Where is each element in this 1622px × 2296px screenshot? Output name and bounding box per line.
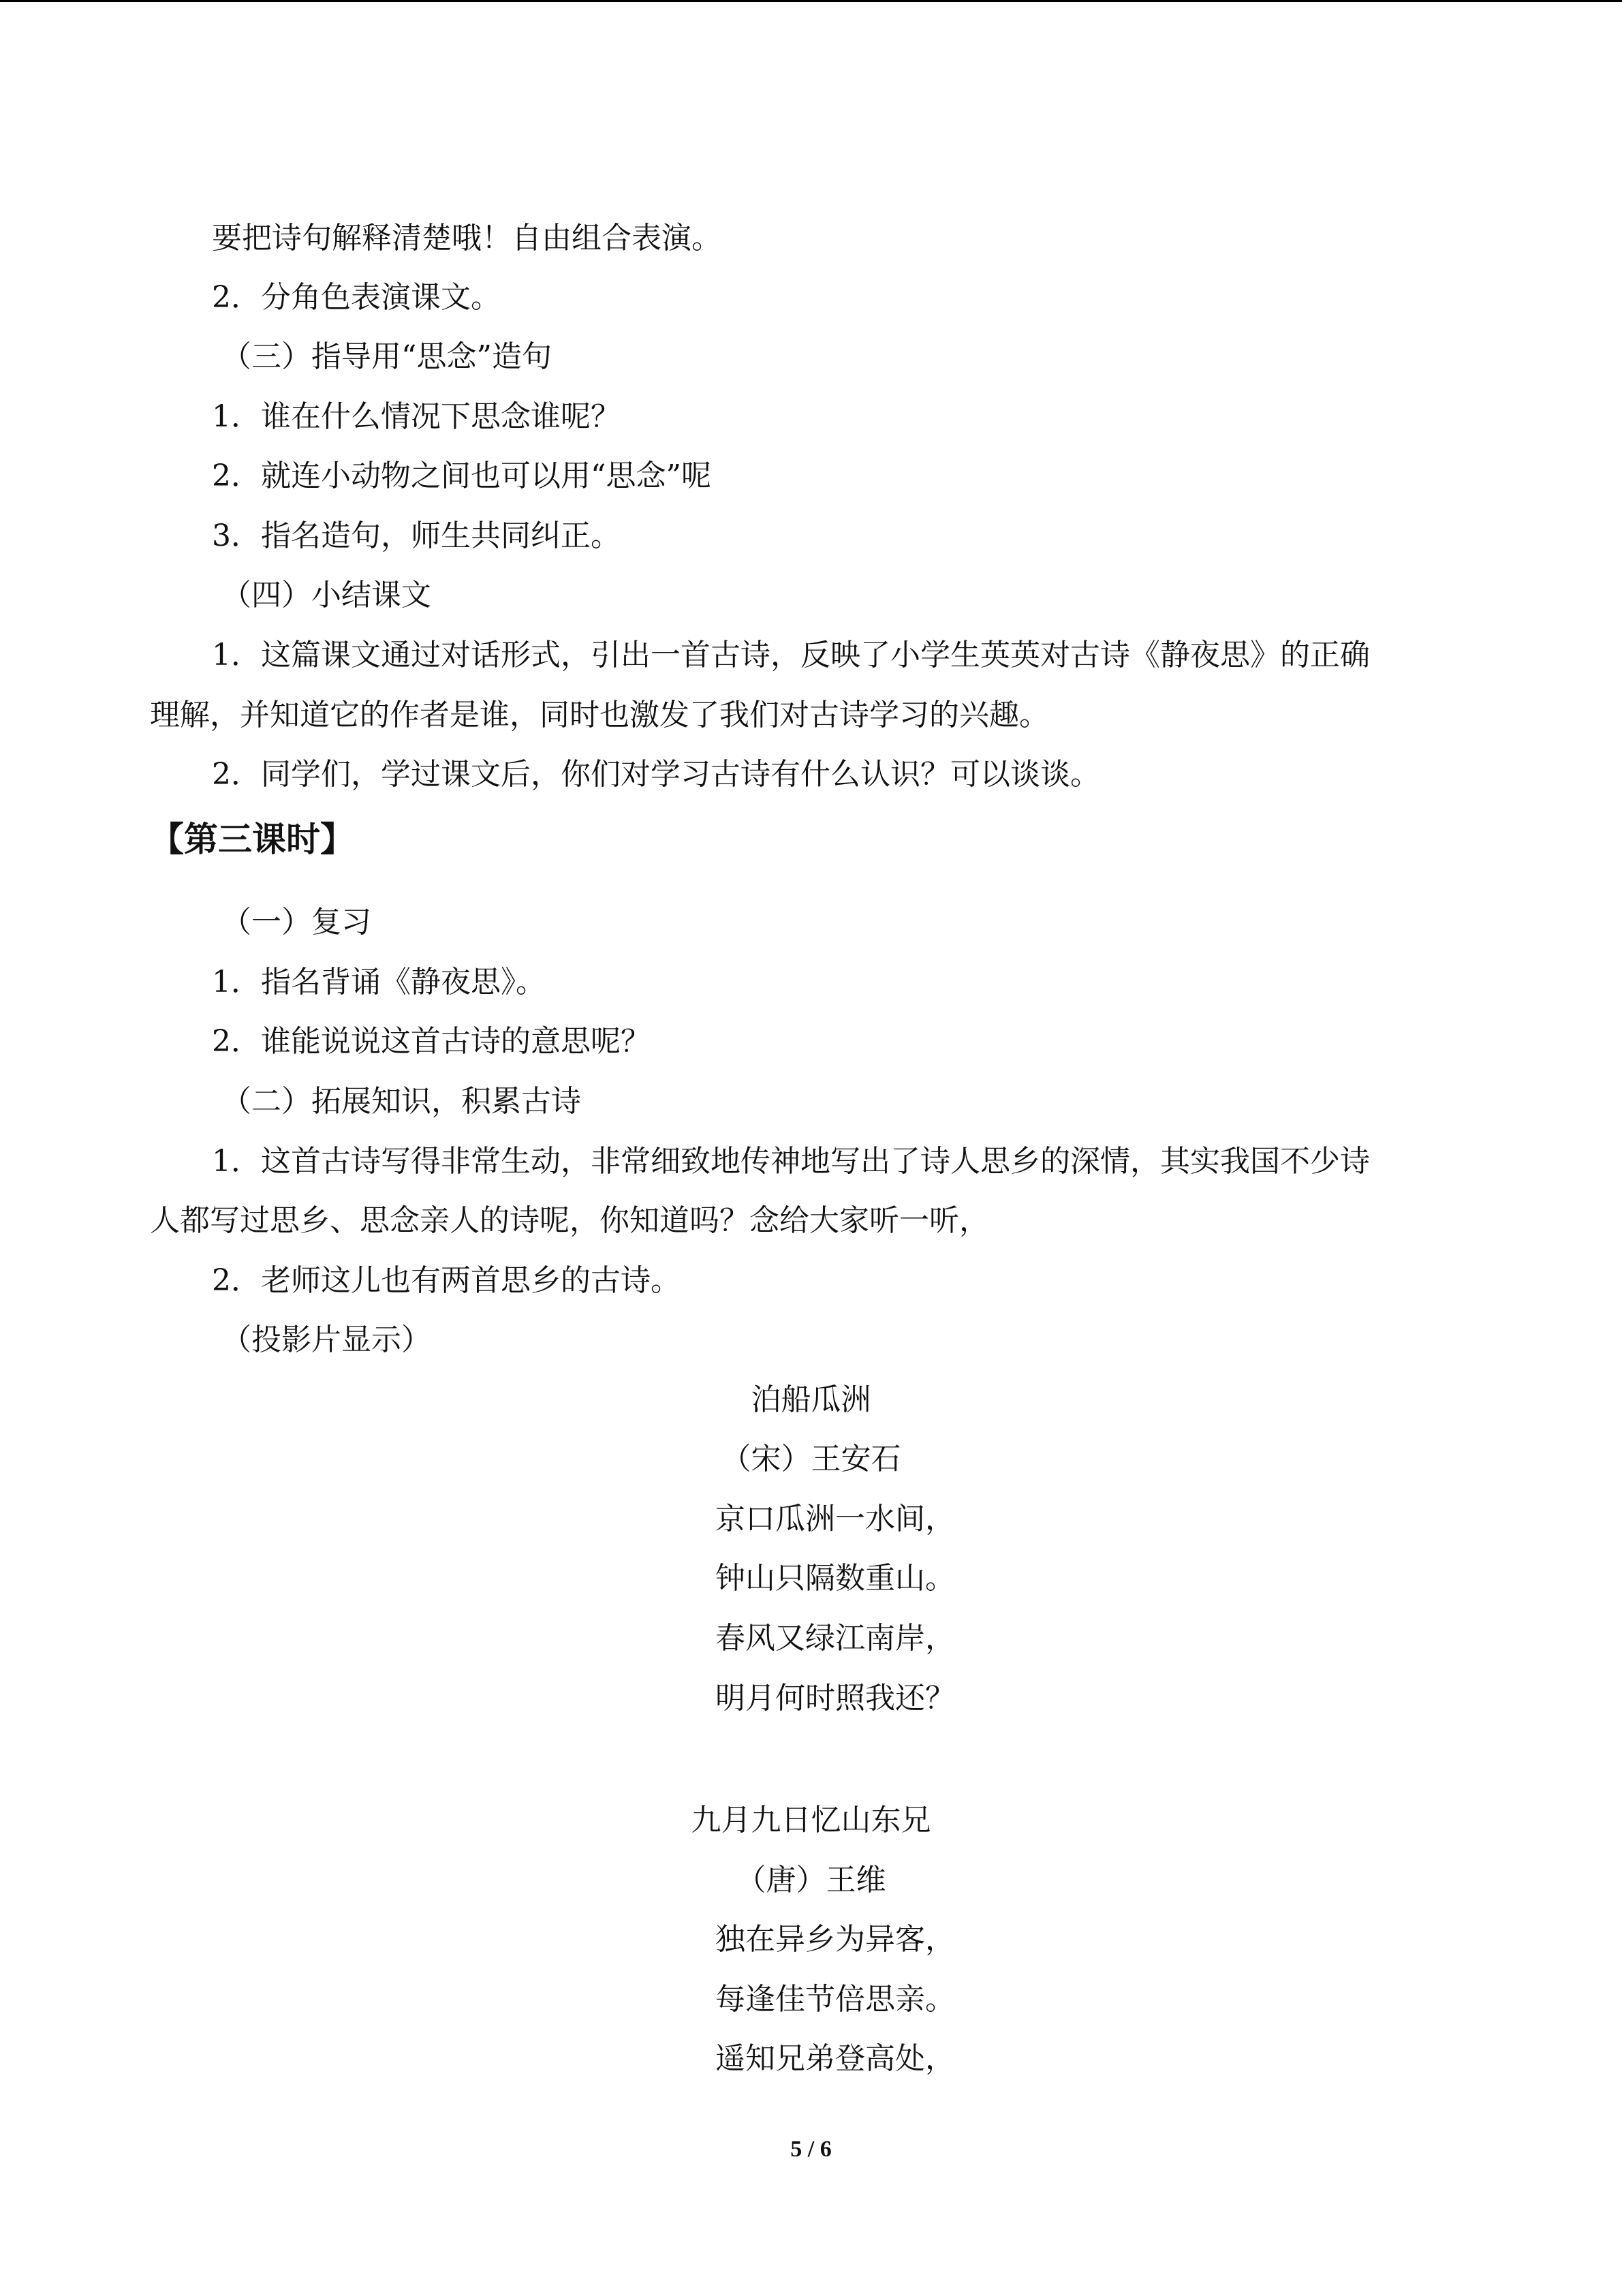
subheading-line: （四）小结课文: [221, 578, 431, 612]
paragraph-line: 2．同学们，学过课文后，你们对学习古诗有什么认识？可以谈谈。: [212, 757, 1100, 792]
section-heading: 【第三课时】: [150, 820, 354, 859]
paragraph-line: 2．谁能说说这首古诗的意思呢？: [212, 1024, 651, 1059]
subheading-line: （一）复习: [221, 905, 371, 940]
subheading-line: （二）拓展知识，积累古诗: [221, 1084, 581, 1119]
paragraph-line: 人都写过思乡、思念亲人的诗呢，你知道吗？念给大家听一听，: [150, 1203, 989, 1238]
paragraph-line: （投影片显示）: [221, 1322, 431, 1357]
paragraph-line: 1．这首古诗写得非常生动，非常细致地传神地写出了诗人思乡的深情，其实我国不少诗: [212, 1144, 1370, 1179]
paragraph-line: 1．谁在什么情况下思念谁呢？: [212, 399, 621, 434]
poem-line: 钟山只隔数重山。: [715, 1561, 955, 1596]
poem-line: 遥知兄弟登高处，: [715, 2041, 955, 2076]
paragraph-line: 1．指名背诵《静夜思》。: [212, 965, 546, 999]
subheading-line: （三）指导用“思念”造句: [221, 339, 552, 374]
paragraph-line: 2．老师这儿也有两首思乡的古诗。: [212, 1263, 681, 1298]
paragraph-line: 要把诗句解释清楚哦！自由组合表演。: [212, 221, 721, 255]
poem-line: 独在异乡为异客，: [715, 1922, 955, 1957]
poem-line: 每逢佳节倍思亲。: [715, 1982, 955, 2017]
paragraph-line: 1．这篇课文通过对话形式，引出一首古诗，反映了小学生英英对古诗《静夜思》的正确: [212, 638, 1370, 672]
paragraph-line: 2．就连小动物之间也可以用“思念”呢: [212, 459, 711, 493]
page-number: 5 / 6: [790, 2137, 832, 2162]
paragraph-line: 3．指名造句，师生共同纠正。: [212, 518, 621, 553]
poem-author: （唐）王维: [736, 1863, 886, 1897]
poem-title: 九月九日忆山东兄: [691, 1803, 931, 1837]
poem-title: 泊船瓜洲: [751, 1382, 871, 1417]
poem-author: （宋）王安石: [721, 1442, 901, 1476]
poem-line: 明月何时照我还？: [715, 1681, 955, 1716]
poem-line: 春风又绿江南岸，: [715, 1621, 955, 1656]
paragraph-line: 理解，并知道它的作者是谁，同时也激发了我们对古诗学习的兴趣。: [150, 698, 1049, 732]
paragraph-line: 2．分角色表演课文。: [212, 280, 501, 315]
poem-line: 京口瓜洲一水间，: [715, 1502, 955, 1536]
